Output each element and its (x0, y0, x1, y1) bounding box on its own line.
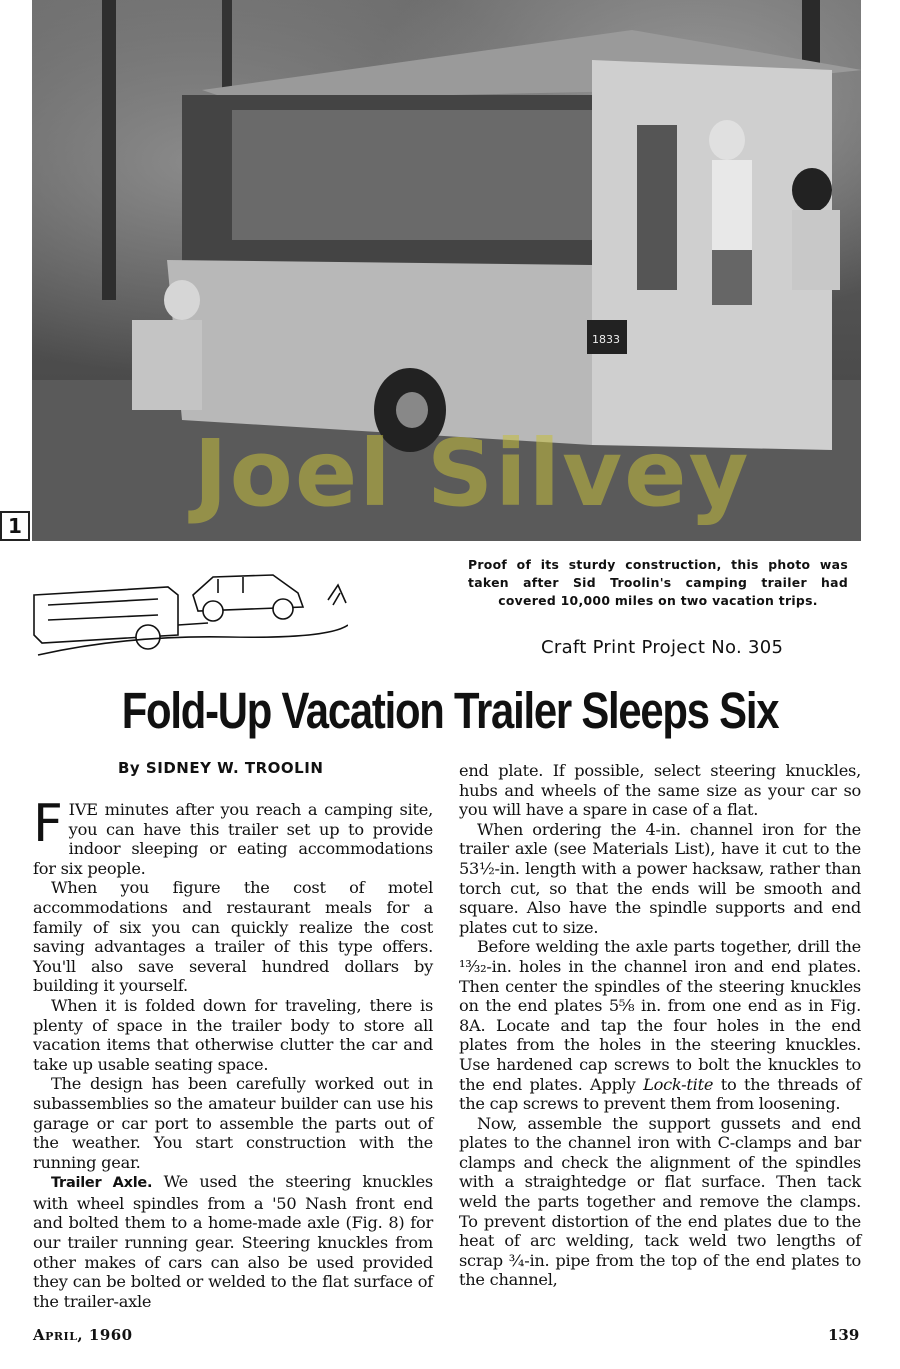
paragraph-4: The design has been carefully worked out in subassemblies so the amateur builder can use his garage or car port to assemble the parts out of the weather. You start construction with the running gear. (33, 1074, 433, 1172)
watermark: Joel Silvey (193, 420, 751, 527)
paragraph-9: Now, assemble the support gussets and end plates to the channel iron with C-clamps and bar clamps and check the alignment of the spindles with a straightedge or flat surface. Then tack weld the parts together and remove the clamps. To prevent distortion of the end plates due to the heat of arc welding, tack weld two lengths of scrap ¾-in. pipe from the top of the end plates to the channel, (459, 1113, 861, 1290)
paragraph-1 (33, 794, 433, 878)
paragraph-6: end plate. If possible, select steering knuckles, hubs and wheels of the same size as your car so you will have a spare in case of a flat. (459, 761, 861, 820)
trailer-photo (32, 0, 861, 541)
paragraph-1-text: IVE minutes after you reach a camping site, you can have this trailer set up to provide indoor sleeping or eating accommodations for six people. (33, 800, 433, 878)
project-label: Craft Print Project No. 305 (541, 637, 784, 658)
right-column (459, 761, 861, 1290)
paragraph-3: When it is folded down for traveling, there is plenty of space in the trailer body to store all vacation items that otherwise clutter the car and take up usable seating space. (33, 995, 433, 1074)
headline: Fold-Up Vacation Trailer Sleeps Six (121, 682, 779, 739)
paragraph-8 (459, 937, 861, 1113)
byline: By SIDNEY W. TROOLIN (118, 759, 324, 777)
issue-date: April, 1960 (33, 1326, 133, 1344)
drop-cap: F (33, 794, 63, 854)
photo-caption: Proof of its sturdy construction, this photo was taken after Sid Troolin's camping trailer had covered 10,000 miles on two vacation trips. (468, 557, 848, 608)
paragraph-7: When ordering the 4-in. channel iron for the trailer axle (see Materials List), have it cut to the 53½-in. length with a power hacksaw, rather than torch cut, so that the ends will be smooth and square. Also have the spindle supports and end plates cut to size. (459, 819, 861, 937)
left-column (33, 794, 433, 1311)
page-number: 139 (828, 1326, 860, 1344)
paragraph-8-text: Before welding the axle parts together, drill the ¹³⁄₃₂-in. holes in the channel iron and end plates. Then center the spindles of the steering knuckles on the end plates 5⅝ in. from one end as in Fig. 8A. Locate and tap the four holes in the end plates from the holes in the steering knuckles. Use hardened cap screws to bolt the knuckles to the end plates. Apply (459, 937, 861, 1094)
paragraph-5 (33, 1172, 433, 1311)
product-name-italic: Lock-tite (643, 1074, 714, 1094)
section-runin-heading: Trailer Axle. (51, 1175, 153, 1192)
paragraph-8-end: to the threads of the cap screws to prevent them from loosening. (459, 1074, 861, 1114)
license-plate-text: 1833 (592, 333, 620, 346)
paragraph-5-text: We used the steering knuckles with wheel spindles from a '50 Nash front end and bolted them to a home-made axle (Fig. 8) for our trailer running gear. Steering knuckles from other makes of cars can also be used provided they can be bolted or welded to the flat surface of the trailer-axle (33, 1172, 433, 1311)
paragraph-2: When you figure the cost of motel accommodations and restaurant meals for a family of six you can quickly realize the cost saving advantages a trailer of this type offers. You'll also save several hundred dollars by building it yourself. (33, 878, 433, 996)
trailer-car-sketch (28, 565, 348, 660)
figure-number: 1 (0, 511, 30, 541)
